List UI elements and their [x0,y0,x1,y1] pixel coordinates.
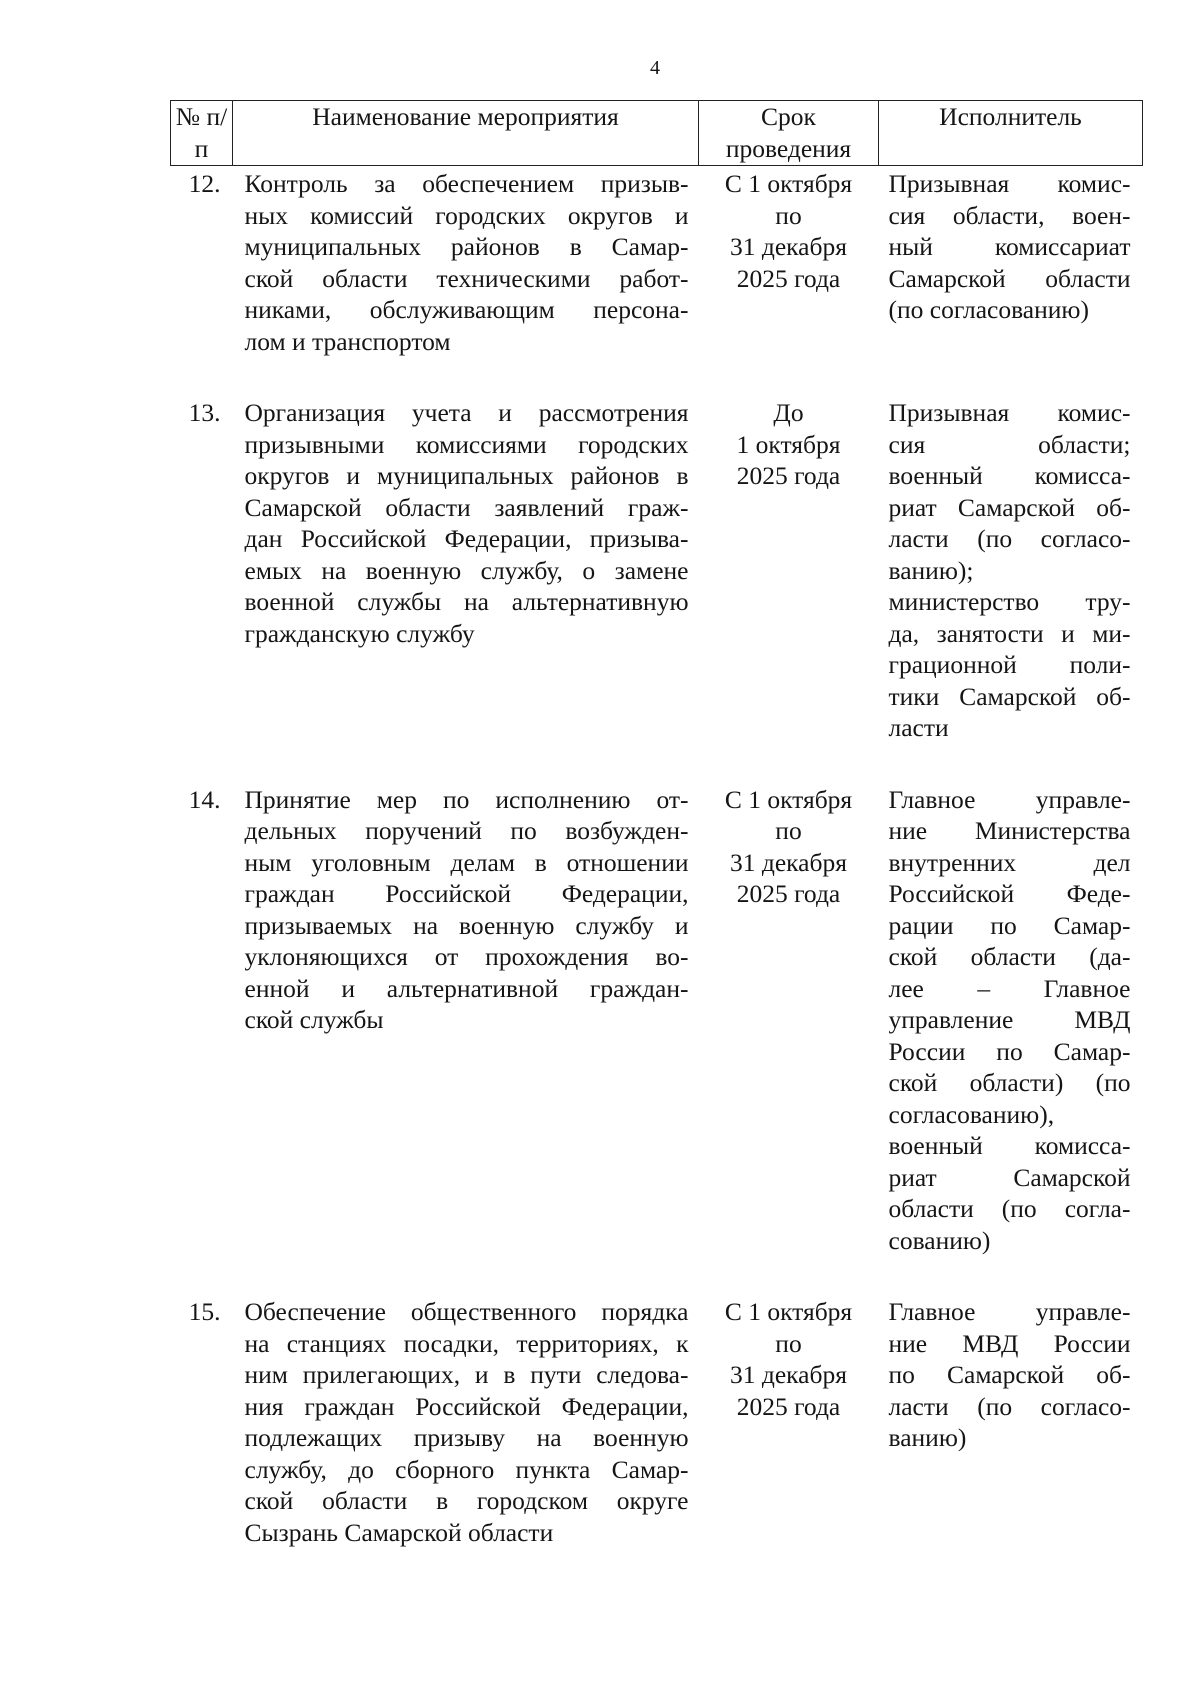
text-line: дельных поручений по возбужден- [244,816,689,845]
text-line: ванию); [888,555,974,585]
text-line: подлежащих призыву на военную [244,1423,689,1452]
event-name [233,397,699,784]
text-line: управление МВД [888,1005,1131,1034]
text-line: Сызрань Самарской области [244,1517,554,1547]
text-line: Главное управле- [888,784,1131,814]
event-executor [879,1296,1143,1588]
text-line: по [775,200,802,230]
row-number: 13. [188,398,221,427]
text-line: военный комисса- [888,1131,1131,1160]
text-line: ванию) [888,1423,967,1452]
text-line: согласованию), [888,1099,1055,1129]
text-line: Главное управле- [888,1297,1131,1326]
event-executor [879,166,1143,398]
text-line: сованию) [888,1225,991,1255]
text-line: риат Самарской [888,1162,1131,1192]
text-line: 31 декабря [730,847,847,877]
text-line: призываемых на военную службу и [244,910,689,940]
text-line: по [775,816,802,845]
text-line: До [773,398,804,427]
event-term [699,166,879,398]
text-line: муниципальных районов в Самар- [244,232,689,261]
text-line: лее – Главное [888,973,1131,1003]
text-line: Самарской области [888,263,1131,293]
text-line: рации по Самар- [888,910,1131,940]
text-line: никами, обслуживающим персона- [244,295,689,324]
text-line: по [775,1328,802,1358]
text-line: С 1 октября [724,1297,853,1326]
text-line: ской службы [244,1005,384,1034]
text-line: енной и альтернативной граждан- [244,973,689,1003]
header-term: Срок проведения [699,101,879,166]
text-line: уклоняющихся от прохождения во- [244,942,689,971]
text-line: ния граждан Российской Федерации, [244,1391,689,1421]
row-number: 15. [188,1297,221,1326]
text-line: граждан Российской Федерации, [244,879,689,908]
text-line: ласти (по согласо- [888,524,1131,553]
text-line: Организация учета и рассмотрения [244,398,689,427]
text-line: 1 октября [736,429,841,459]
text-line: Обеспечение общественного порядка [244,1297,689,1326]
text-line: 2025 года [736,263,841,293]
table-row [171,166,1143,398]
text-line: ный комиссариат [888,232,1131,261]
event-executor [879,784,1143,1297]
text-line: ской области (да- [888,942,1131,971]
header-executor: Исполнитель [879,101,1143,166]
row-number: 14. [188,784,221,814]
table-row [171,397,1143,784]
text-line: ним прилегающих, и в пути следова- [244,1360,689,1389]
table-row [171,784,1143,1297]
text-line: Самарской области заявлений граж- [244,492,689,522]
text-line: области (по согла- [888,1194,1131,1223]
event-term [699,1296,879,1588]
event-term [699,397,879,784]
text-line: службу, до сборного пункта Самар- [244,1454,689,1484]
text-line: лом и транспортом [244,326,451,356]
text-line: России по Самар- [888,1036,1131,1066]
text-line: С 1 октября [724,784,853,814]
row-number: 12. [188,169,221,198]
text-line: риат Самарской об- [888,492,1131,522]
text-line: ласти [888,713,949,742]
text-line: внутренних дел [888,847,1131,877]
text-line: ным уголовным делам в отношении [244,847,689,877]
text-line: ние МВД России [888,1328,1131,1358]
text-line: министерство тру- [888,587,1131,616]
page-number: 4 [650,57,660,79]
text-line: ской области в городском округе [244,1486,689,1515]
text-line: 2025 года [736,461,841,490]
table-row [171,1296,1143,1588]
text-line: ласти (по согласо- [888,1391,1131,1421]
table-body [171,166,1143,1589]
text-line: ской области) (по [888,1068,1131,1097]
events-table [170,100,1143,1588]
text-line: Контроль за обеспечением призыв- [244,169,689,198]
text-line: да, занятости и ми- [888,618,1131,648]
text-line: тики Самарской об- [888,681,1131,711]
text-line: ных комиссий городских округов и [244,200,689,230]
event-name [233,1296,699,1588]
table-header [171,101,1143,166]
text-line: 31 декабря [730,1360,847,1389]
text-line: 31 декабря [730,232,847,261]
text-line: округов и муниципальных районов в [244,461,689,490]
text-line: Принятие мер по исполнению от- [244,784,689,814]
text-line: призывными комиссиями городских [244,429,689,459]
text-line: сия области, воен- [888,200,1131,230]
text-line: дан Российской Федерации, призыва- [244,524,689,553]
text-line: емых на военную службу, о замене [244,555,689,585]
text-line: ние Министерства [888,816,1131,845]
text-line: гражданскую службу [244,618,475,648]
text-line: ской области техническими работ- [244,263,689,293]
text-line: 2025 года [736,1391,841,1421]
text-line: (по согласованию) [888,295,1089,324]
event-term [699,784,879,1297]
header-num: № п/п [171,101,233,166]
text-line: на станциях посадки, территориях, к [244,1328,689,1358]
text-line: Призывная комис- [888,169,1131,198]
text-line: 2025 года [736,879,841,908]
text-line: сия области; [888,429,1131,459]
text-line: военный комисса- [888,461,1131,490]
text-line: по Самарской об- [888,1360,1131,1389]
event-name [233,784,699,1297]
text-line: военной службы на альтернативную [244,587,689,616]
event-executor [879,397,1143,784]
text-line: Призывная комис- [888,398,1131,427]
header-name: Наименование мероприятия [233,101,699,166]
text-line: С 1 октября [724,169,853,198]
event-name [233,166,699,398]
text-line: грационной поли- [888,650,1131,679]
text-line: Российской Феде- [888,879,1131,908]
